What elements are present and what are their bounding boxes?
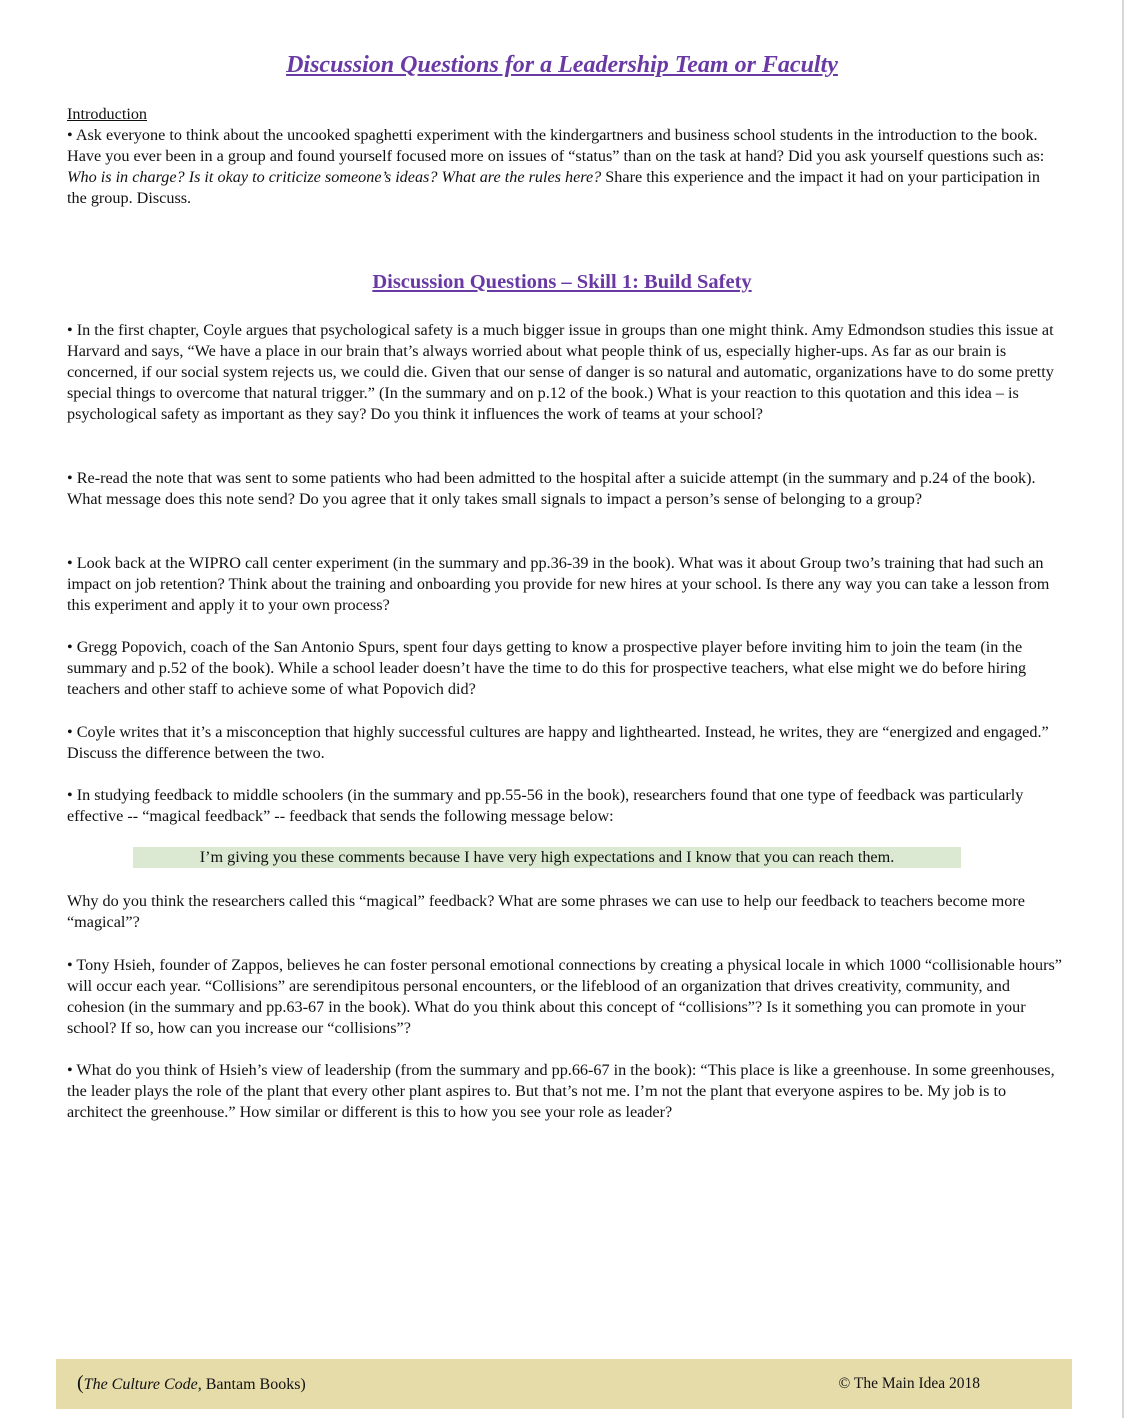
footer-book-title: The Culture Code, [83,1376,202,1393]
footer-open-paren: ( [77,1372,84,1394]
question-2: • Re-read the note that was sent to some patients who had been admitted to the hospital after a suicide attempt (in the summary and p.24 of the book). What message does this note send? Do you agree that it only takes small signals to impact a person’s sense of belonging to a group? [67,469,1036,508]
intro-text-after: Share this experience and the impact it had on your participation in the group. Discuss. [67,168,1040,207]
question-5: • Coyle writes that it’s a misconception that highly successful cultures are happy and lighthearted. Instead, he writes, they are “energized and engaged.” Discuss the difference between the two. [67,723,1049,762]
intro-text-before: • Ask everyone to think about the uncooked spaghetti experiment with the kindergartners and business school students in the introduction to the book. Have you ever been in a group and found yourself focused more on issues of “status” than on the task at hand? Did you ask yourself questions such as: [67,126,1045,165]
introduction-label: Introduction [67,105,148,123]
question-4: • Gregg Popovich, coach of the San Antonio Spurs, spent four days getting to know a prospective player before inviting him to join the team (in the summary and p.52 of the book). While a school leader doesn’t have the time to do this for prospective teachers, what else might we do before hiring teachers and other staff to achieve some of what Popovich did? [67,638,1027,698]
section-title: Discussion Questions – Skill 1: Build Safety [372,271,752,293]
intro-italic-questions: Who is in charge? Is it okay to criticize someone’s ideas? What are the rules here? [67,168,602,186]
question-6: • In studying feedback to middle schoolers (in the summary and pp.55-56 in the book), researchers found that one type of feedback was particularly effective -- “magical feedback” -- feedback that sends the following message below: [67,786,1024,825]
footer-bar [56,1359,1072,1409]
introduction-text [67,125,1062,209]
page-title: Discussion Questions for a Leadership Team or Faculty [286,52,838,78]
question-7: • Tony Hsieh, founder of Zappos, believes he can foster personal emotional connections by creating a physical locale in which 1000 “collisionable hours” will occur each year. “Collisions” are serendipitous personal encounters, or the lifeblood of an organization that drives creativity, community, and cohesion (in the summary and pp.63-67 in the book). What do you think about this concept of “collisions”? Is it something you can promote in your school? If so, how can you increase our “collisions”? [67,956,1062,1037]
footer-copyright: © The Main Idea 2018 [838,1375,980,1392]
introduction-block [67,104,1062,209]
highlighted-quote: I’m giving you these comments because I have very high expectations and I know that you can reach them. [133,847,961,868]
footer-citation [77,1372,306,1396]
question-3: • Look back at the WIPRO call center experiment (in the summary and pp.36-39 in the book). What was it about Group two’s training that had such an impact on job retention? Think about the training and onboarding you provide for new hires at your school. Is there any way you can take a lesson from this experiment and apply it to your own process? [67,554,1050,614]
footer-publisher: Bantam Books) [201,1376,306,1393]
question-8: • What do you think of Hsieh’s view of leadership (from the summary and pp.66-67 in the book): “This place is like a greenhouse. In some greenhouses, the leader plays the role of the plant that every other plant aspires to. But that’s not me. I’m not the plant that everyone aspires to be. My job is to architect the greenhouse.” How similar or different is this to how you see your role as leader? [67,1061,1055,1121]
question-1: • In the first chapter, Coyle argues that psychological safety is a much bigger issue in groups than one might think. Amy Edmondson studies this issue at Harvard and says, “We have a place in our brain that’s always worried about what people think of us, especially higher-ups. As far as our brain is concerned, if our social system rejects us, we could die. Given that our sense of danger is so natural and automatic, organizations have to do some pretty special things to overcome that natural trigger.” (In the summary and on p.12 of the book.) What is your reaction to this quotation and this idea – is psychological safety as important as they say? Do you think it influences the work of teams at your school? [67,321,1054,423]
followup-question: Why do you think the researchers called this “magical” feedback? What are some phrases we can use to help our feedback to teachers become more “magical”? [67,892,1025,931]
